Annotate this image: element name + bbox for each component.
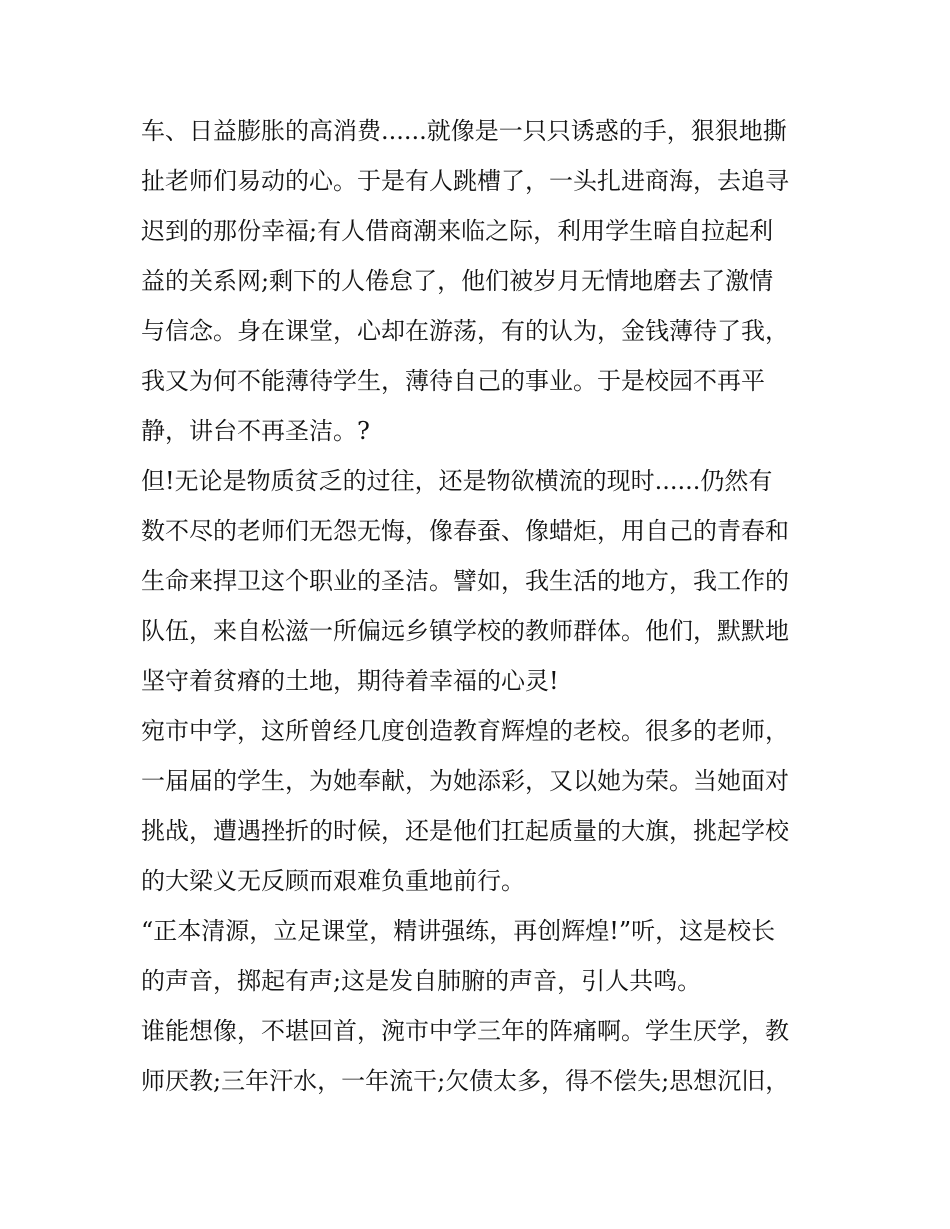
text-line: 车、日益膨胀的高消费......就像是一只只诱惑的手，狠狠地撕 — [141, 117, 787, 145]
text-line: 队伍，来自松滋一所偏远乡镇学校的教师群体。他们，默默地 — [141, 617, 789, 645]
text-line: 益的关系网;剩下的人倦怠了，他们被岁月无情地磨去了激情 — [141, 267, 774, 295]
text-line: 坚守着贫瘠的土地，期待着幸福的心灵! — [141, 667, 559, 695]
text-line: 的大梁义无反顾而艰难负重地前行。 — [141, 867, 525, 895]
text-line: 我又为何不能薄待学生，薄待自己的事业。于是校园不再平 — [141, 367, 765, 395]
text-line: 扯老师们易动的心。于是有人跳槽了，一头扎进商海，去追寻 — [141, 167, 789, 195]
text-line: 挑战，遭遇挫折的时候，还是他们扛起质量的大旗，挑起学校 — [141, 817, 789, 845]
body-text — [141, 106, 821, 1106]
text-line: 但!无论是物质贫乏的过往，还是物欲横流的现时......仍然有 — [141, 467, 773, 495]
text-line: 静，讲台不再圣洁。? — [141, 417, 370, 445]
text-line: “正本清源，立足课堂，精讲强练，再创辉煌!”听，这是校长 — [141, 917, 776, 945]
text-line: 生命来捍卫这个职业的圣洁。譬如，我生活的地方，我工作的 — [141, 567, 789, 595]
text-line: 迟到的那份幸福;有人借商潮来临之际，利用学生暗自拉起利 — [141, 217, 774, 245]
text-line: 与信念。身在课堂，心却在游荡，有的认为，金钱薄待了我， — [141, 317, 789, 345]
text-line: 宛市中学，这所曾经几度创造教育辉煌的老校。很多的老师， — [141, 717, 789, 745]
text-line: 的声音，掷起有声;这是发自肺腑的声音，引人共鸣。 — [141, 967, 702, 995]
text-line: 一届届的学生，为她奉献，为她添彩，又以她为荣。当她面对 — [141, 767, 789, 795]
text-line: 师厌教;三年汗水，一年流干;欠债太多，得不偿失;思想沉旧， — [141, 1067, 790, 1095]
text-line: 数不尽的老师们无怨无悔，像春蚕、像蜡炬，用自己的青春和 — [141, 517, 789, 545]
text-line: 谁能想像，不堪回首，涴市中学三年的阵痛啊。学生厌学，教 — [141, 1017, 789, 1045]
